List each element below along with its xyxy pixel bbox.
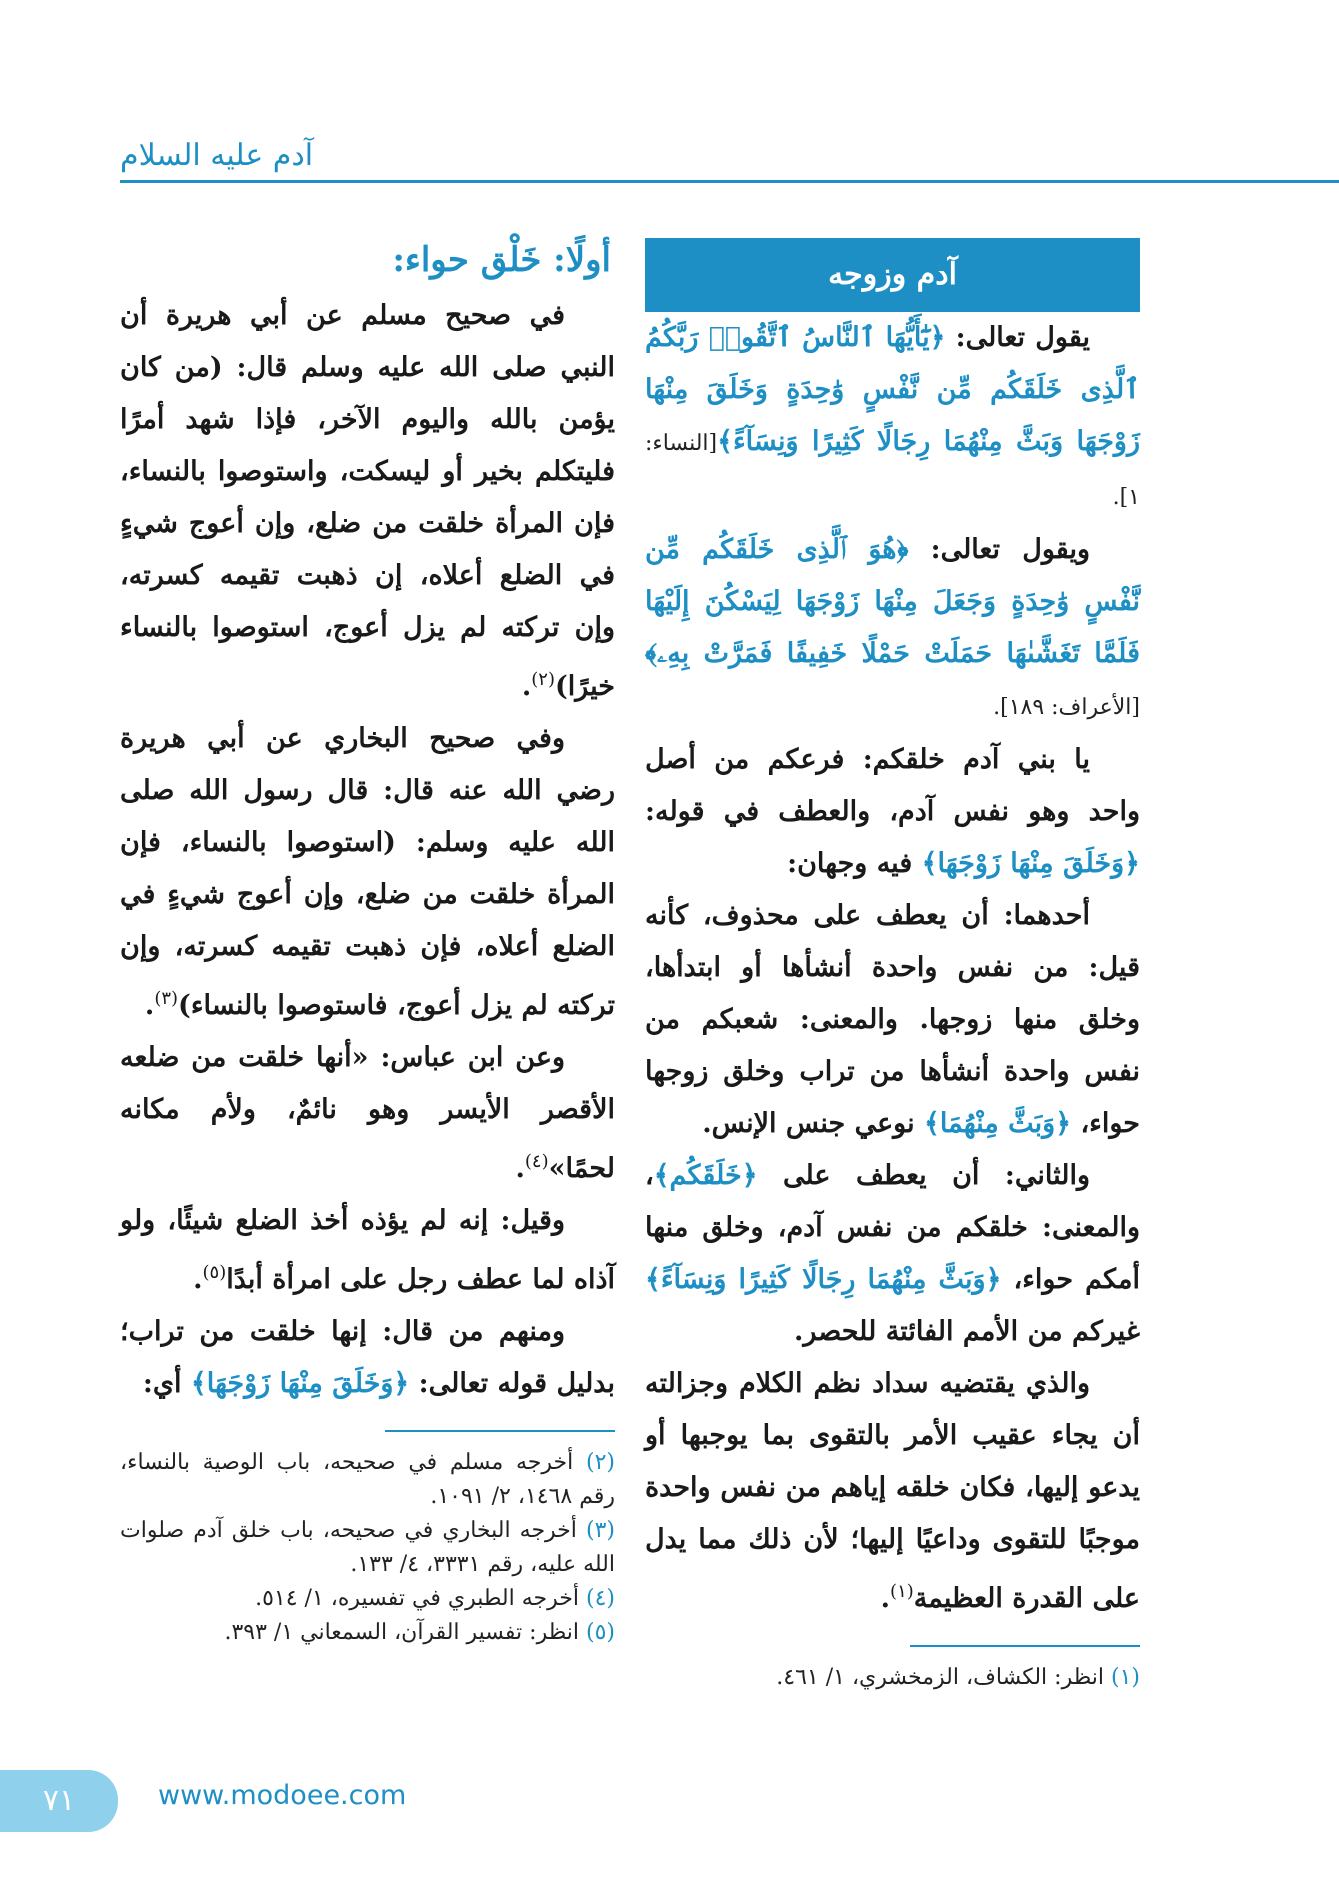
paragraph	[645, 734, 1140, 890]
paragraph-text: ، والمعنى: خلقكم من نفس آدم، وخلق منها أمكم حواء،	[645, 1160, 1140, 1295]
paragraph-text: في صحيح مسلم عن أبي هريرة أن النبي صلى الله عليه وسلم قال: (من كان يؤمن بالله واليوم الآخر، فإذا شهد أمرًا فليتكلم بخير أو ليسكت، واستوصوا بالنساء، فإن المرأة خلقت من ضلع، وإن أعوج شيءٍ في الضلع أعلاه، إن ذهبت تقيمه كسرته، وإن تركته لم يزل أعوج، استوصوا بالنساء خيرًا)	[120, 300, 615, 702]
paragraph-text: أي:	[142, 1368, 191, 1399]
paragraph	[645, 524, 1140, 734]
paragraph-text: يا بني آدم خلقكم: فرعكم من أصل واحد وهو نفس آدم، والعطف في قوله:	[645, 744, 1140, 827]
footnote-number: (٢)	[585, 1450, 615, 1475]
quran-verse: ﴿هُوَ ٱلَّذِى خَلَقَكُم مِّن نَّفْسٍ وَٰحِدَةٍ وَجَعَلَ مِنْهَا زَوْجَهَا لِيَسْكُنَ إِلَيْهَا فَلَمَّا تَغَشَّىٰهَا حَمَلَتْ حَمْلًا خَفِيفًا فَمَرَّتْ بِهِۦ﴾	[645, 534, 1140, 669]
quran-verse: ﴿يَٰٓأَيُّهَا ٱلنَّاسُ ٱتَّقُوا۟ رَبَّكُمُ ٱلَّذِى خَلَقَكُم مِّن نَّفْسٍ وَٰحِدَةٍ وَخَلَقَ مِنْهَا زَوْجَهَا وَبَثَّ مِنْهُمَا رِجَالًا كَثِيرًا وَنِسَآءً﴾	[645, 322, 1140, 457]
paragraph	[120, 1032, 615, 1195]
footnote-text: أخرجه الطبري في تفسيره، ١/ ٥١٤.	[255, 1586, 586, 1611]
footnote-rule	[910, 1645, 1140, 1647]
paragraph-text: .	[880, 1583, 891, 1614]
footnote-marker: (٤)	[524, 1151, 549, 1172]
quran-verse: ﴿وَبَثَّ مِنْهُمَا﴾	[924, 1108, 1072, 1139]
paragraph-text: والثاني: أن يعطف على	[757, 1160, 1090, 1191]
paragraph-text: فيه وجهان:	[787, 848, 922, 879]
paragraph-text: .	[521, 671, 532, 702]
paragraph-text: .	[515, 1153, 525, 1184]
footnote	[645, 1661, 1140, 1695]
right-column	[645, 230, 1140, 1695]
footnote-rule	[385, 1430, 615, 1432]
footnote	[120, 1582, 615, 1616]
footnote-text: أخرجه البخاري في صحيحه، باب خلق آدم صلوات الله عليه، رقم ٣٣٣١، ٤/ ١٣٣.	[120, 1518, 615, 1577]
paragraph-text: وقيل: إنه لم يؤذه أخذ الضلع شيئًا، ولو آذاه لما عطف رجل على امرأة أبدًا	[120, 1205, 615, 1295]
paragraph	[120, 1195, 615, 1306]
verse-reference: [النساء: ١].	[645, 431, 1140, 510]
footnote-number: (٣)	[585, 1518, 615, 1543]
footnote-marker: (٣)	[154, 988, 179, 1009]
paragraph	[120, 713, 615, 1032]
footnote-marker: (٥)	[202, 1262, 227, 1283]
footnote-marker: (١)	[890, 1581, 914, 1602]
paragraph-text: ومنهم من قال: إنها خلقت من تراب؛ بدليل قوله تعالى:	[120, 1316, 615, 1399]
quran-verse: ﴿وَبَثَّ مِنْهُمَا رِجَالًا كَثِيرًا وَنِسَآءً﴾	[645, 1264, 1002, 1295]
paragraph-text: يقول تعالى:	[945, 322, 1090, 353]
paragraph-text: .	[144, 990, 155, 1021]
paragraph	[645, 1358, 1140, 1625]
paragraph-text: نوعي جنس الإنس.	[702, 1108, 925, 1139]
left-column	[120, 230, 615, 1650]
header-rule	[120, 180, 1339, 183]
paragraph-text: أحدهما: أن يعطف على محذوف، كأنه قيل: من نفس واحدة أنشأها أو ابتدأها، وخلق منها زوجها. والمعنى: شعبكم من نفس واحدة أنشأها من تراب وخلق زوجها حواء،	[645, 900, 1140, 1139]
paragraph	[645, 1150, 1140, 1358]
quran-verse: ﴿وَخَلَقَ مِنْهَا زَوْجَهَا﴾	[921, 848, 1140, 879]
paragraph-text: وعن ابن عباس: «أنها خلقت من ضلعه الأقصر الأيسر وهو نائمٌ، ولأم مكانه لحمًا»	[120, 1042, 615, 1184]
section-title: أولًا: خَلْق حواء:	[392, 240, 611, 280]
paragraph-text: وفي صحيح البخاري عن أبي هريرة رضي الله عنه قال: قال رسول الله صلى الله عليه وسلم: (استوصوا بالنساء، فإن المرأة خلقت من ضلع، وإن أعوج شيءٍ في الضلع أعلاه، فإن ذهبت تقيمه كسرته، وإن تركته لم يزل أعوج، فاستوصوا بالنساء)	[120, 723, 615, 1021]
verse-reference: [الأعراف: ١٨٩].	[993, 695, 1140, 720]
paragraph-text: والذي يقتضيه سداد نظم الكلام وجزالته أن يجاء عقيب الأمر بالتقوى بما يوجبها أو يدعو إليها، فكان خلقه إياهم من نفس واحدة موجبًا للتقوى وداعيًا إليها؛ لأن ذلك مما يدل على القدرة العظيمة	[645, 1368, 1140, 1614]
paragraph	[645, 312, 1140, 524]
footnote-text: أخرجه مسلم في صحيحه، باب الوصية بالنساء، رقم ١٤٦٨، ٢/ ١٠٩١.	[120, 1450, 615, 1509]
footnote	[120, 1616, 615, 1650]
footnote	[120, 1446, 615, 1514]
page-number: ٧١	[42, 1783, 76, 1818]
running-title: آدم عليه السلام	[120, 138, 314, 173]
section-banner: آدم وزوجه	[645, 238, 1140, 312]
paragraph	[120, 1306, 615, 1410]
footnote-marker: (٢)	[531, 669, 555, 690]
site-url[interactable]: www.modoee.com	[158, 1780, 407, 1811]
footnote-number: (٥)	[585, 1620, 615, 1645]
page-number-tab	[0, 1770, 118, 1832]
paragraph	[120, 290, 615, 713]
quran-verse: ﴿خَلَقَكُم﴾	[653, 1160, 758, 1191]
paragraph-text: .	[193, 1264, 203, 1295]
footnote-number: (١)	[1110, 1665, 1140, 1690]
footnote-number: (٤)	[585, 1586, 615, 1611]
paragraph-text: غيركم من الأمم الفائتة للحصر.	[794, 1316, 1140, 1347]
footnote-text: انظر: تفسير القرآن، السمعاني ١/ ٣٩٣.	[224, 1620, 586, 1645]
footnote-text: انظر: الكشاف، الزمخشري، ١/ ٤٦١.	[776, 1665, 1111, 1690]
paragraph	[645, 890, 1140, 1150]
quran-verse: ﴿وَخَلَقَ مِنْهَا زَوْجَهَا﴾	[190, 1368, 410, 1399]
paragraph-text: ويقول تعالى:	[908, 534, 1090, 565]
footnote	[120, 1514, 615, 1582]
